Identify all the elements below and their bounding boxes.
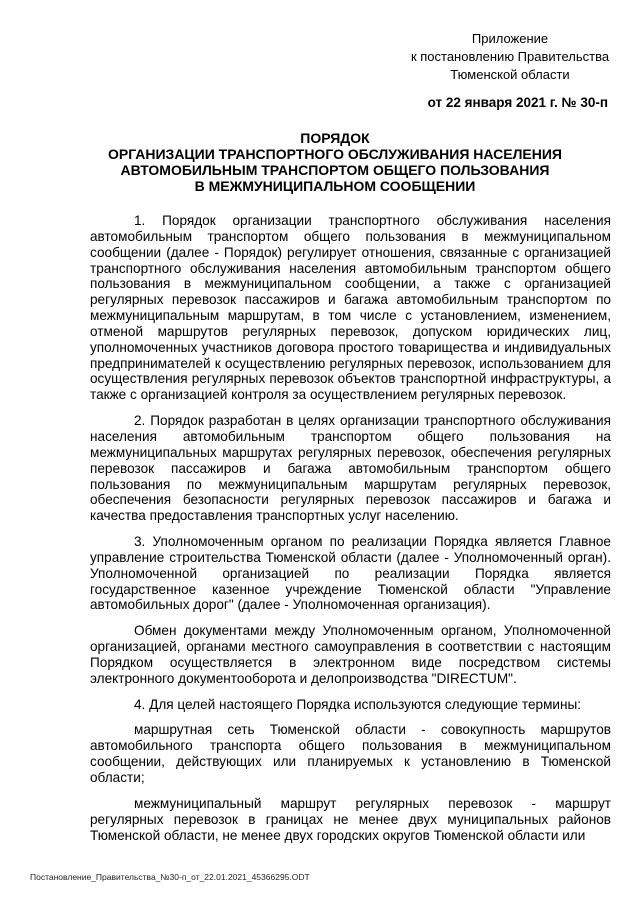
title-line-3: АВТОМОБИЛЬНЫМ ТРАНСПОРТОМ ОБЩЕГО ПОЛЬЗОВАНИЯ bbox=[120, 162, 550, 178]
title-line-4: В МЕЖМУНИЦИПАЛЬНОМ СООБЩЕНИИ bbox=[194, 178, 476, 194]
paragraph-4: 4. Для целей настоящего Порядка используются следующие термины: bbox=[134, 696, 582, 712]
document-title bbox=[60, 130, 610, 194]
appendix-resolution: к постановлению Правительства bbox=[410, 49, 610, 64]
paragraph-2: 2. Порядок разработан в целях организации транспортного обслуживания населения автомобильным транспортом общего пользования на межмуниципальных маршрутах регулярных перевозок, обеспечения регулярных перевозок пассажиров и багажа автомобильным транспортом общего пользования по межмуниципальным маршрутам регулярных перевозок, обеспечения безопасности регулярных перевозок пассажиров и багажа и качества предоставления транспортных услуг населению. bbox=[90, 413, 611, 524]
paragraph-1: 1. Порядок организации транспортного обслуживания населения автомобильным транспортом общего пользования в межмуниципальном сообщении (далее - Порядок) регулирует отношения, связанные с организацией транспортного обслуживания населения автомобильным транспортом общего пользования в межмуниципальном сообщении, а также с организацией регулярных перевозок пассажиров и багажа автомобильным транспортом по межмуниципальным маршрутам, в том числе с установлением, изменением, отменой маршрутов регулярных перевозок, допуском юридических лиц, уполномоченных участников договора простого товарищества и индивидуальных предпринимателей к осуществлению регулярных перевозок, использованием для осуществления регулярных перевозок объектов транспортной инфраструктуры, а также с организацией контроля за осуществлением регулярных перевозок. bbox=[90, 213, 611, 403]
paragraph-4-term-network: маршрутная сеть Тюменской области - совокупность маршрутов автомобильного транспорта общего пользования в межмуниципальном сообщении, действующих или планируемых к установлению в Тюменской области; bbox=[90, 722, 611, 785]
title-line-2: ОРГАНИЗАЦИИ ТРАНСПОРТНОГО ОБСЛУЖИВАНИЯ НАСЕЛЕНИЯ bbox=[107, 146, 562, 162]
appendix-date-number: от 22 января 2021 г. № 30-п bbox=[427, 95, 608, 110]
document-body bbox=[90, 213, 611, 853]
appendix-label: Приложение bbox=[471, 31, 549, 46]
paragraph-4-term-route: межмуниципальный маршрут регулярных перевозок - маршрут регулярных перевозок в границах не менее двух муниципальных районов Тюменской области, не менее двух городских округов Тюменской области или bbox=[90, 795, 611, 843]
file-name-footer: Постановление_Правительства_№30-п_от_22.01.2021_45366295.ODT bbox=[30, 872, 310, 882]
paragraph-3: 3. Уполномоченным органом по реализации Порядка является Главное управление строительства Тюменской области (далее - Уполномоченный орган). Уполномоченной организацией по реализации Порядка является государственное казенное учреждение Тюменской области "Управление автомобильных дорог" (далее - Уполномоченная организация). bbox=[90, 534, 611, 613]
title-line-1: ПОРЯДОК bbox=[300, 130, 370, 146]
appendix-region: Тюменской области bbox=[450, 67, 570, 82]
appendix-block bbox=[350, 30, 610, 112]
paragraph-3-exchange: Обмен документами между Уполномоченным органом, Уполномоченной организацией, органами местного самоуправления в соответствии с настоящим Порядком осуществляется в электронном виде посредством системы электронного документооборота и делопроизводства "DIRECTUM". bbox=[90, 623, 611, 686]
